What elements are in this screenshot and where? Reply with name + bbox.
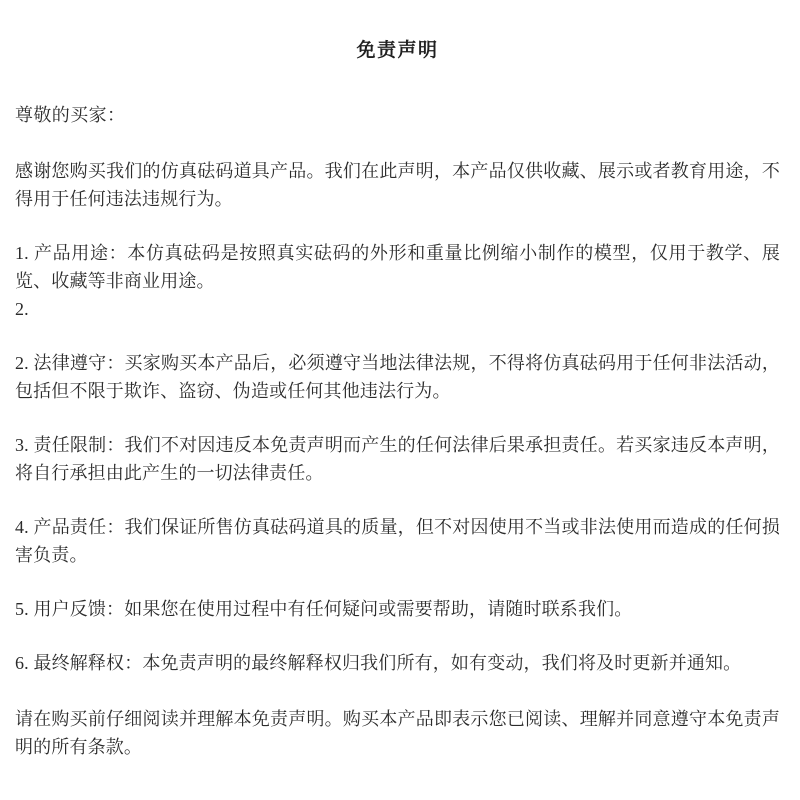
clause-item-2: 2. 法律遵守：买家购买本产品后，必须遵守当地法律法规，不得将仿真砝码用于任何非法活动，包括但不限于欺诈、盗窃、伪造或任何其他违法行为。 [15, 353, 780, 401]
closing-paragraph: 请在购买前仔细阅读并理解本免责声明。购买本产品即表示您已阅读、理解并同意遵守本免责声明的所有条款。 [15, 709, 780, 757]
intro-paragraph: 感谢您购买我们的仿真砝码道具产品。我们在此声明，本产品仅供收藏、展示或者教育用途，不得用于任何违法违规行为。 [15, 161, 780, 209]
clause-item-6: 6. 最终解释权：本免责声明的最终解释权归我们所有，如有变动，我们将及时更新并通知。 [15, 653, 742, 673]
page-title: 免责声明 [356, 40, 439, 61]
clause-item-3: 3. 责任限制：我们不对因违反本免责声明而产生的任何法律后果承担责任。若买家违反本声明，将自行承担由此产生的一切法律责任。 [15, 435, 780, 483]
clause-item-orphan-number: 2. [15, 299, 29, 319]
clause-item-1: 1. 产品用途：本仿真砝码是按照真实砝码的外形和重量比例缩小制作的模型，仅用于教学、展览、收藏等非商业用途。 [15, 243, 780, 291]
salutation-text: 尊敬的买家： [15, 105, 126, 125]
clause-item-5: 5. 用户反馈：如果您在使用过程中有任何疑问或需要帮助，请随时联系我们。 [15, 599, 633, 619]
clause-item-4: 4. 产品责任：我们保证所售仿真砝码道具的质量，但不对因使用不当或非法使用而造成的任何损害负责。 [15, 517, 780, 565]
